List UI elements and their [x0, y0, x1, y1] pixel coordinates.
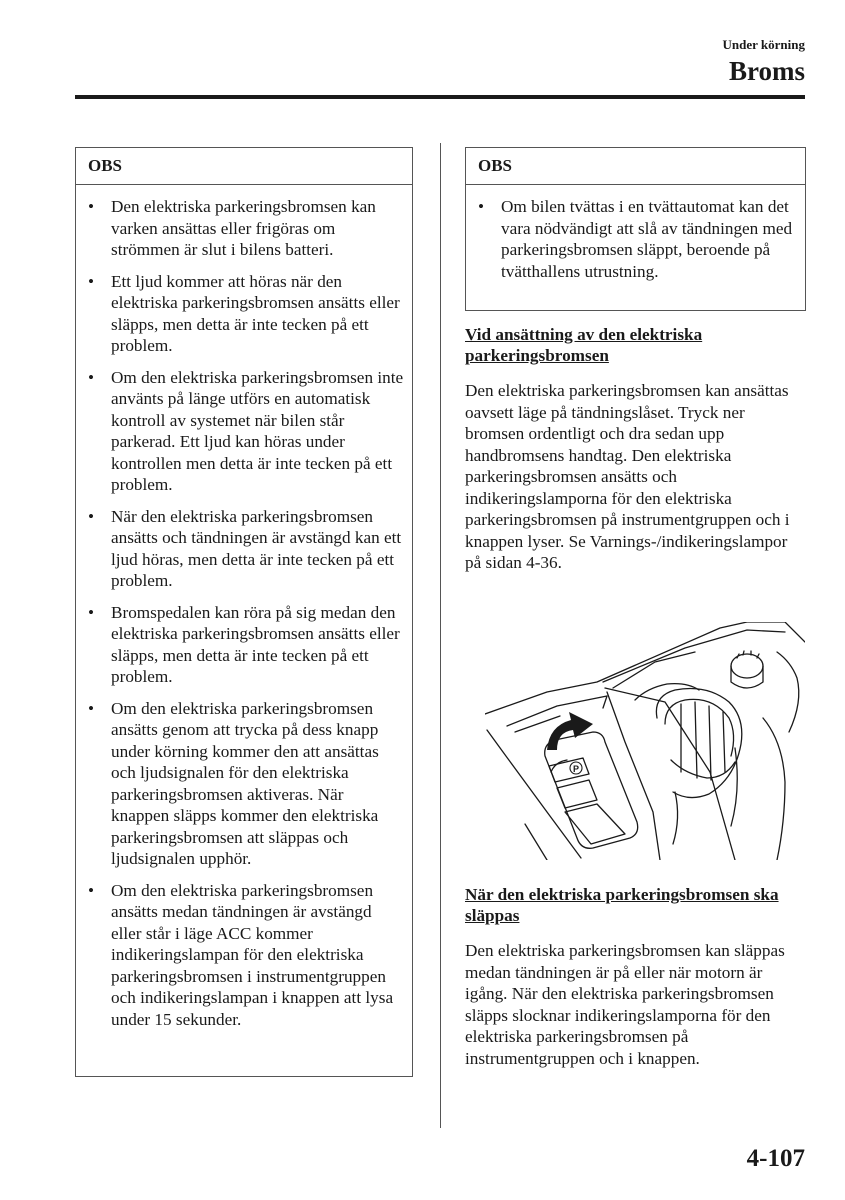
list-item-text: Om bilen tvättas i en tvättautomat kan det vara nödvändigt att slå av tändningen med parkeringsbromsen släppt, beroende på tvätthallens utrustning. — [501, 197, 793, 281]
list-item-text: När den elektriska parkeringsbromsen ansätts och tändningen är avstängd kan ett ljud höras, men detta är inte tecken på ett problem. — [111, 506, 402, 590]
header-rule — [75, 95, 805, 99]
obs-box-left — [75, 147, 413, 1077]
p-switch-icon — [570, 762, 582, 774]
bullet-icon: • — [88, 698, 95, 718]
obs-list — [76, 185, 412, 1046]
parking-brake-switch-illustration — [485, 622, 805, 860]
list-item-text: Om den elektriska parkeringsbromsen inte använts på länge utförs en automatisk kontroll av systemet när bilen står parkerad. Ett ljud kan höras under kontrollen men detta är inte tecken på ett problem. — [111, 367, 404, 494]
bullet-icon: • — [88, 197, 95, 216]
list-item — [478, 196, 797, 282]
obs-list — [466, 185, 805, 298]
list-item-text: Den elektriska parkeringsbromsen kan varken ansättas eller frigöras om strömmen är slut i bilens batteri. — [111, 197, 376, 259]
list-item — [88, 880, 404, 1031]
section-body-release: Den elektriska parkeringsbromsen kan släppas medan tändningen är på eller när motorn är igång. När den elektriska parkeringsbromsen släpps slocknar indikeringslamporna för den elektriska parkeringsbromsen på instrumentgruppen och i knappen. — [465, 941, 785, 1068]
page-number: 4-107 — [746, 1145, 805, 1172]
list-item-text: Om den elektriska parkeringsbromsen ansätts genom att trycka på dess knapp under körning kommer den att ansättas och ljudsignalen för den elektriska parkeringsbromsen aktiveras. När knappen släpps kommer den elektriska parkeringsbromsen att släppas och ljudsignalen upphör. — [111, 698, 379, 868]
list-item — [88, 698, 404, 870]
obs-heading: OBS — [76, 148, 412, 185]
section-body-apply: Den elektriska parkeringsbromsen kan ansättas oavsett läge på tändningslåset. Tryck ner bromsen ordentligt och dra sedan upp handbromsens handtag. Den elektriska parkeringsbromsen ansätts och indikeringslamporna för den elektriska parkeringsbromsen på instrumentgruppen och i knappen lyser. Se Varnings-/indikeringslampor på sidan 4-36. — [465, 381, 790, 572]
bullet-icon: • — [88, 271, 95, 291]
list-item — [88, 506, 404, 592]
list-item-text: Bromspedalen kan röra på sig medan den elektriska parkeringsbromsen ansätts eller släpps, men detta är inte tecken på ett problem. — [111, 602, 400, 686]
bullet-icon: • — [88, 880, 95, 900]
list-item — [88, 196, 404, 261]
list-item-text: Om den elektriska parkeringsbromsen ansätts medan tändningen är avstängd eller står i läge ACC kommer indikeringslampan för den elektriska parkeringsbromsen i instrumentgruppen och indikeringslampan i knappen att lysa under 15 sekunder. — [111, 880, 394, 1029]
section-label: Under körning — [722, 37, 805, 52]
bullet-icon: • — [88, 367, 95, 387]
obs-heading: OBS — [466, 148, 805, 185]
page-title: Broms — [728, 56, 805, 86]
list-item — [88, 271, 404, 357]
section-heading-release: När den elektriska parkeringsbromsen ska släppas — [465, 885, 779, 925]
bullet-icon: • — [88, 506, 95, 526]
list-item — [88, 367, 404, 496]
list-item-text: Ett ljud kommer att höras när den elektriska parkeringsbromsen ansätts eller släpps, men detta är inte tecken på ett problem. — [111, 271, 400, 355]
bullet-icon: • — [88, 602, 95, 622]
list-item — [88, 602, 404, 688]
column-divider — [440, 143, 441, 1128]
bullet-icon: • — [478, 197, 485, 216]
svg-text:P: P — [572, 764, 580, 774]
obs-box-right — [465, 147, 806, 311]
section-heading-apply: Vid ansättning av den elektriska parkeringsbromsen — [465, 325, 703, 365]
